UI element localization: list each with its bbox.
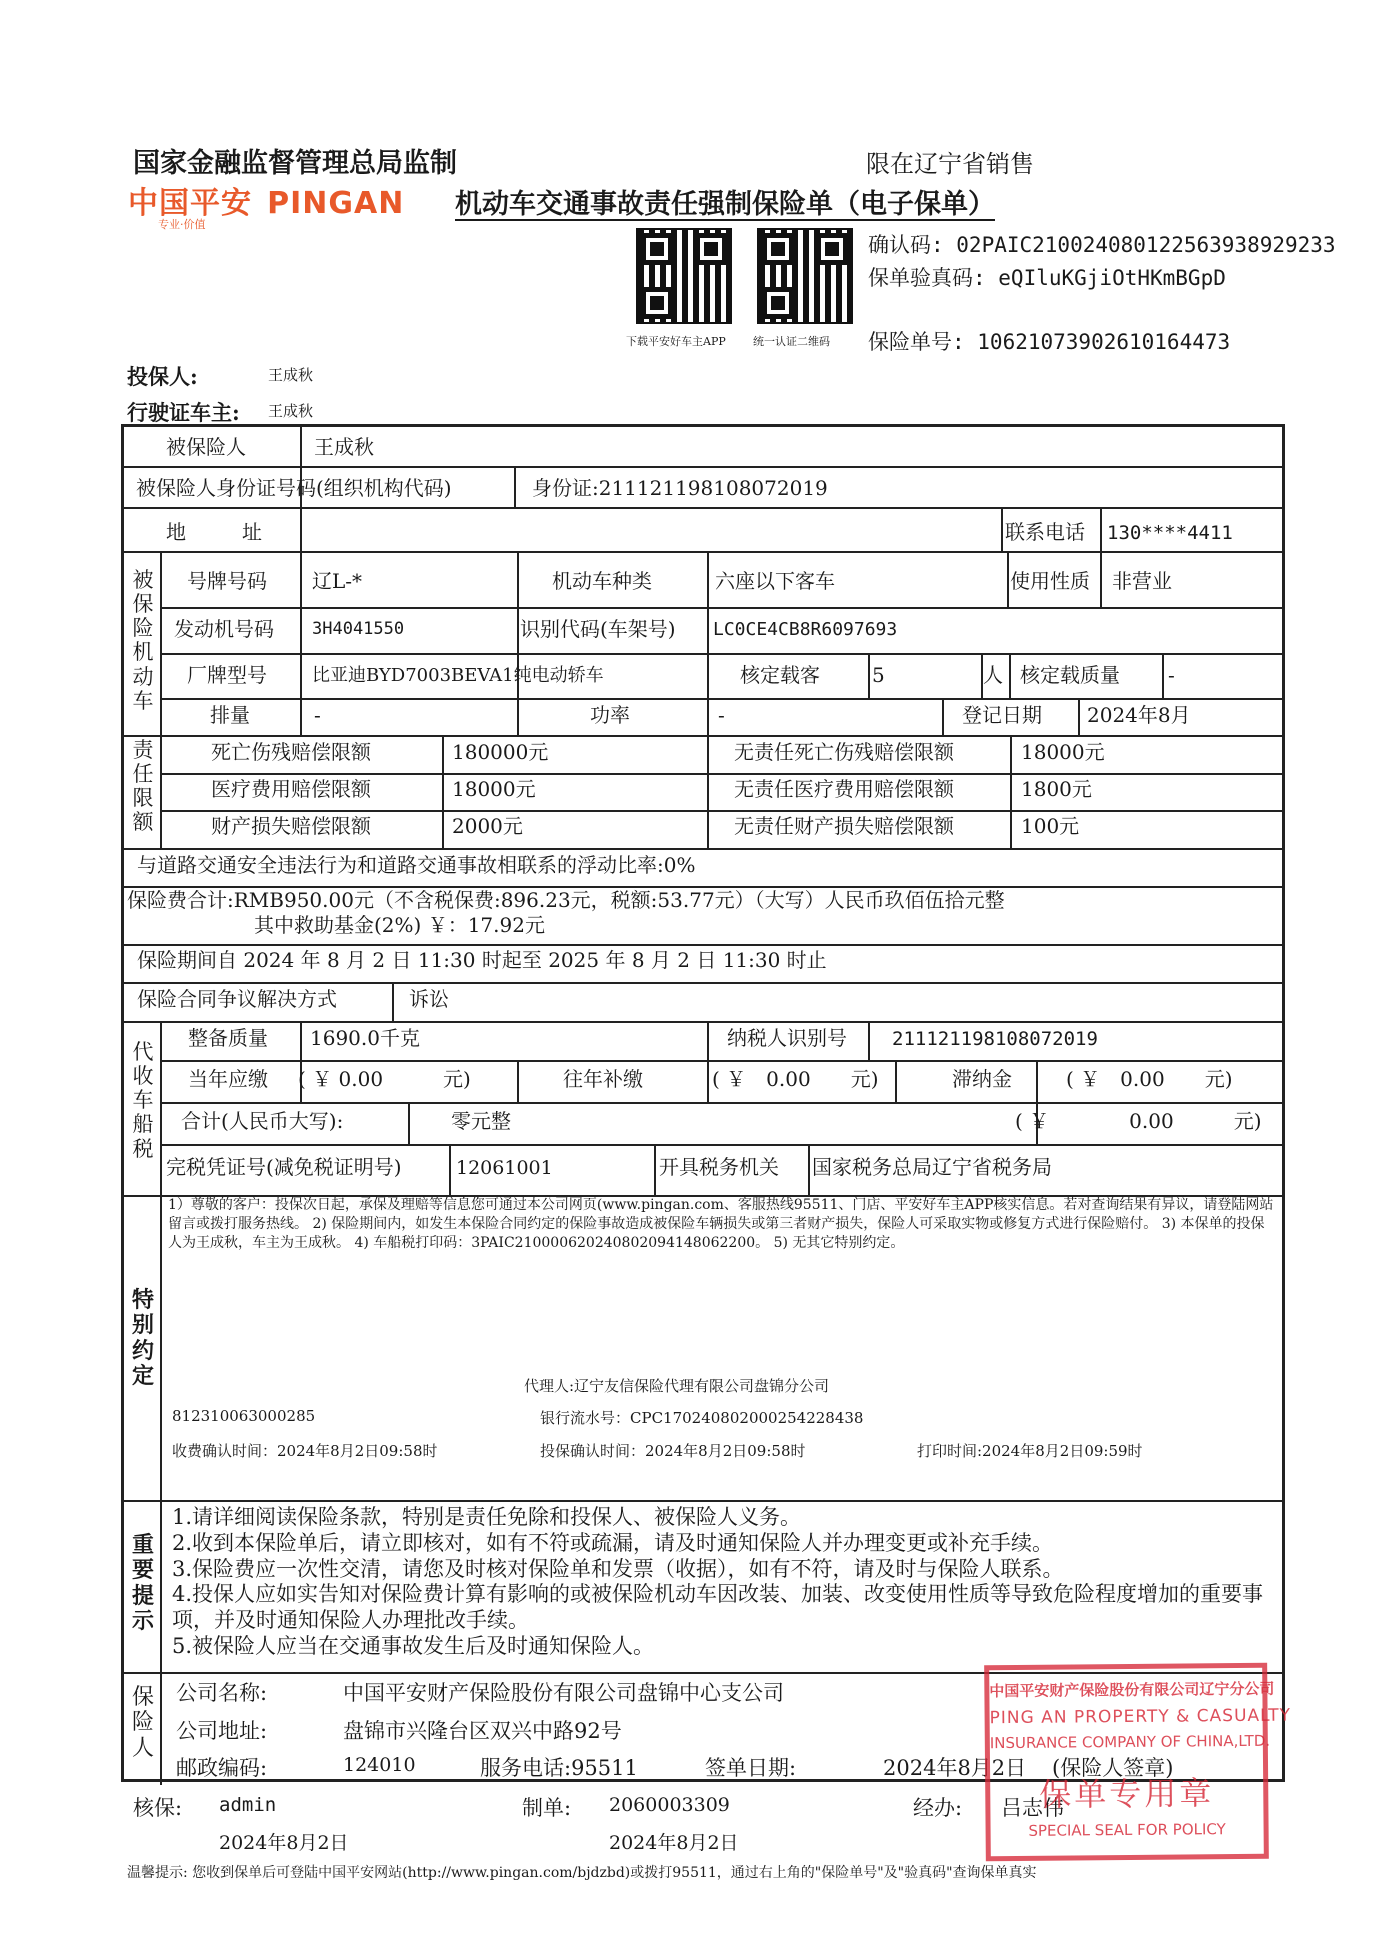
agent-code: 812310063000285	[172, 1407, 316, 1425]
vin-value: LC0CE4CB8R6097693	[713, 619, 898, 640]
model-label: 厂牌型号	[187, 663, 267, 687]
address-label: 地 址	[166, 520, 280, 544]
power-value: -	[718, 703, 725, 727]
nofault-limit-value: 100元	[1021, 814, 1080, 838]
seal-line: 中国平安财产保险股份有限公司辽宁分公司	[989, 1679, 1275, 1701]
usage-label: 使用性质	[1010, 569, 1090, 593]
important-list	[172, 1505, 1282, 1660]
limit-label: 死亡伤残赔偿限额	[211, 740, 371, 764]
special-section-label: 特别约定	[131, 1287, 154, 1389]
limit-label: 医疗费用赔偿限额	[211, 777, 371, 801]
seats-label: 核定载客	[740, 663, 820, 687]
important-item: 1.请详细阅读保险条款，特别是责任免除和投保人、被保险人义务。	[172, 1505, 802, 1529]
seal-line: SPECIAL SEAL FOR POLICY	[1028, 1820, 1226, 1840]
limit-label: 财产损失赔偿限额	[211, 814, 371, 838]
taxpayer-id-value: 211121198108072019	[892, 1028, 1098, 1050]
important-section-label: 重要提示	[131, 1532, 154, 1634]
limits-section-label: 责任限额	[132, 738, 154, 835]
nofault-limit-label: 无责任死亡伤残赔偿限额	[734, 740, 954, 764]
postcode-value: 124010	[343, 1754, 416, 1776]
nofault-limit-value: 18000元	[1021, 740, 1105, 764]
vehicle-type-label: 机动车种类	[552, 569, 652, 593]
load-value: -	[1168, 663, 1175, 687]
seal-line: 保单专用章	[1039, 1774, 1215, 1814]
insured-id-label: 被保险人身份证号码(组织机构代码)	[136, 476, 452, 500]
maker-label: 制单:	[522, 1796, 572, 1820]
tax-cert-label: 完税凭证号(减免税证明号)	[166, 1155, 402, 1179]
tax-total-value: ( ￥ 0.00 元)	[1015, 1109, 1262, 1133]
insurer-address: 盘锦市兴隆台区双兴中路92号	[343, 1719, 622, 1743]
checker-date: 2024年8月2日	[219, 1832, 349, 1854]
sign-date-label: 签单日期:	[705, 1756, 797, 1780]
important-item: 2.收到本保险单后，请立即核对，如有不符或疏漏，请及时通知保险人并办理变更或补充手续。	[172, 1530, 1054, 1555]
current-tax-label: 当年应缴	[188, 1067, 268, 1091]
seats-value: 5	[872, 663, 885, 687]
important-item: 3.保险费应一次性交清，请您及时核对保险单和发票（收据），如有不符，请及时与保险人联系。	[172, 1556, 1064, 1581]
policy-seal-stamp	[984, 1663, 1292, 1861]
nofault-limit-label: 无责任医疗费用赔偿限额	[734, 777, 954, 801]
footer-tip: 温馨提示: 您收到保单后可登陆中国平安网站(http://www.pingan.com/bjdzbd)或拨打95511，通过右上角的"保险单号"及"验真码"查询保单真实	[127, 1865, 1037, 1881]
tax-office-label: 开具税务机关	[659, 1155, 779, 1179]
reg-date-label: 登记日期	[962, 703, 1042, 727]
handler-label: 经办:	[913, 1796, 963, 1820]
postcode-label: 邮政编码:	[176, 1756, 268, 1780]
insurer-name: 中国平安财产保险股份有限公司盘锦中心支公司	[343, 1681, 784, 1705]
reg-date-value: 2024年8月	[1087, 703, 1191, 727]
tax-office-value: 国家税务总局辽宁省税务局	[812, 1155, 1052, 1179]
insurer-sign-stamp-text: (保险人签章)	[1052, 1756, 1174, 1780]
insured-id-value: 身份证:211121198108072019	[532, 476, 828, 500]
confirm-code: 确认码: 02PAIC21002408012256393892923​3	[868, 233, 1336, 257]
displacement-value: -	[314, 703, 321, 727]
owner-label: 行驶证车主:	[127, 400, 240, 425]
curb-weight-value: 1690.0千克	[310, 1026, 420, 1050]
maker-date: 2024年8月2日	[609, 1832, 739, 1854]
late-fee-value: ( ￥ 0.00 元)	[1066, 1067, 1233, 1091]
nofault-limit-label: 无责任财产损失赔偿限额	[734, 814, 954, 838]
limit-value: 18000元	[452, 777, 536, 801]
qr-code-icon	[757, 228, 853, 324]
special-terms-text: 1）尊敬的客户：投保次日起，承保及理赔等信息您可通过本公司网页(www.pingan.com、客服热线95511、门店、平安好车主APP核实信息。若对查询结果有异议，请登陆网站留言或拨打服务热线。 2) 保险期间内，如发生本保险合同约定的保险事故造成被保险车辆损失或第三者财产损失，保险人可采取实物或修复方式进行保险赔付。 3) 本保单的投保人为王成秋，车主为王成秋。 4) 车船税打印码：3PAIC2100006202408020941480622​00。 5) 无其它特别约定。	[168, 1197, 1274, 1251]
tax-cert-no: 12061001	[456, 1157, 553, 1179]
agent-text: 代理人:辽宁友信保险代理有限公司盘锦分公司	[524, 1377, 830, 1395]
rescue-fund: 其中救助基金(2%) ￥：17.92元	[254, 913, 545, 937]
logo-cn-text: 中国平安	[128, 186, 252, 221]
tax-section-label: 代收车船税	[132, 1040, 154, 1161]
applicant-name: 王成秋	[268, 366, 314, 384]
logo-en-text: PINGAN	[267, 186, 405, 221]
dispute-label: 保险合同争议解决方式	[137, 987, 337, 1011]
pay-confirm-time: 收费确认时间：2024年8月2日09:58时	[172, 1442, 438, 1460]
verify-code: 保单验真码: eQIluKGjiOtHKmBGpD	[868, 266, 1226, 290]
plate-value: 辽L-*	[312, 569, 363, 593]
seal-line: INSURANCE COMPANY OF CHINA,LTD.	[989, 1731, 1271, 1753]
nofault-limit-value: 1800元	[1021, 777, 1092, 801]
prior-tax-label: 往年补缴	[563, 1067, 643, 1091]
owner-name: 王成秋	[268, 402, 314, 420]
insurer-address-label: 公司地址:	[176, 1719, 268, 1743]
tax-total-label: 合计(人民币大写):	[181, 1109, 344, 1133]
insurer-name-label: 公司名称:	[176, 1681, 268, 1705]
qr-caption-auth: 统一认证二维码	[753, 335, 830, 348]
dispute-value: 诉讼	[409, 987, 449, 1011]
displacement-label: 排量	[210, 703, 250, 727]
limit-value: 2000元	[452, 814, 523, 838]
vin-label: 识别代码(车架号)	[520, 617, 676, 641]
float-ratio: 与道路交通安全违法行为和道路交通事故相联系的浮动比率:0%	[137, 853, 696, 877]
usage-value: 非营业	[1112, 569, 1172, 593]
taxpayer-id-label: 纳税人识别号	[727, 1026, 847, 1050]
insured-label: 被保险人	[166, 435, 246, 459]
engine-value: 3H4041550	[312, 619, 405, 639]
print-time: 打印时间:2024年8月2日09:59时	[917, 1442, 1143, 1460]
regulator-text: 国家金融监督管理总局监制	[133, 148, 457, 179]
checker-value: admin	[219, 1794, 277, 1816]
insured-name: 王成秋	[314, 435, 374, 459]
important-item: 5.被保险人应当在交通事故发生后及时通知保险人。	[172, 1634, 655, 1659]
seats-unit: 人	[983, 663, 1003, 687]
policy-title: 机动车交通事故责任强制保险单（电子保单）	[455, 189, 995, 220]
limit-value: 180000元	[452, 740, 549, 764]
current-tax-value: ( ￥ 0.00 元)	[298, 1067, 471, 1091]
prior-tax-value: ( ￥ 0.00 元)	[712, 1067, 879, 1091]
logo-slogan: 专业·价值	[158, 218, 206, 231]
maker-value: 2060003309	[609, 1794, 730, 1816]
insurance-period: 保险期间自 2024 年 8 月 2 日 11:30 时起至 2025 年 8 月 2 日 11:30 时止	[137, 948, 827, 972]
insure-confirm-time: 投保确认时间：2024年8月2日09:58时	[540, 1442, 806, 1460]
policy-number: 保险单号: 106210739026101644​73	[868, 330, 1231, 354]
bank-serial: 银行流水号：CPC1702408020002542284​38	[540, 1409, 864, 1427]
phone-label: 联系电话	[1005, 520, 1085, 544]
premium-total: 保险费合计:RMB950.00元（不含税保费:896.23元，税额:53.77元）（大写）人民币玖佰伍拾元整	[127, 888, 1005, 912]
phone-value: 130****4411	[1107, 522, 1233, 544]
vehicle-type-value: 六座以下客车	[715, 569, 835, 593]
sales-region-text: 限在辽宁省销售	[866, 150, 1034, 178]
vehicle-section-label: 被保险机动车	[132, 568, 154, 713]
model-value: 比亚迪BYD7003BEVA1纯电动轿车	[312, 665, 604, 686]
service-phone: 服务电话:95511	[480, 1756, 638, 1780]
engine-label: 发动机号码	[174, 617, 274, 641]
load-label: 核定载质量	[1020, 663, 1120, 687]
curb-weight-label: 整备质量	[188, 1026, 268, 1050]
qr-caption-app: 下载平安好车主APP	[626, 335, 726, 348]
power-label: 功率	[590, 703, 630, 727]
seal-line: PING AN PROPERTY & CASUALTY	[989, 1705, 1292, 1729]
applicant-label: 投保人:	[127, 364, 198, 389]
sign-date-value: 2024年8月2日	[883, 1756, 1027, 1780]
late-fee-label: 滞纳金	[952, 1067, 1012, 1091]
handler-value: 吕志伟	[1001, 1796, 1064, 1820]
checker-label: 核保:	[133, 1796, 183, 1820]
plate-label: 号牌号码	[187, 569, 267, 593]
qr-code-icon	[636, 228, 732, 324]
important-item: 4.投保人应如实告知对保险费计算有影响的或被保险机动车因改装、加装、改变使用性质等导致危险程度增加的重要事项，并及时通知保险人办理批改手续。	[172, 1582, 1264, 1633]
tax-total-cn: 零元整	[451, 1109, 511, 1133]
insurer-section-label: 保险人	[131, 1685, 154, 1761]
